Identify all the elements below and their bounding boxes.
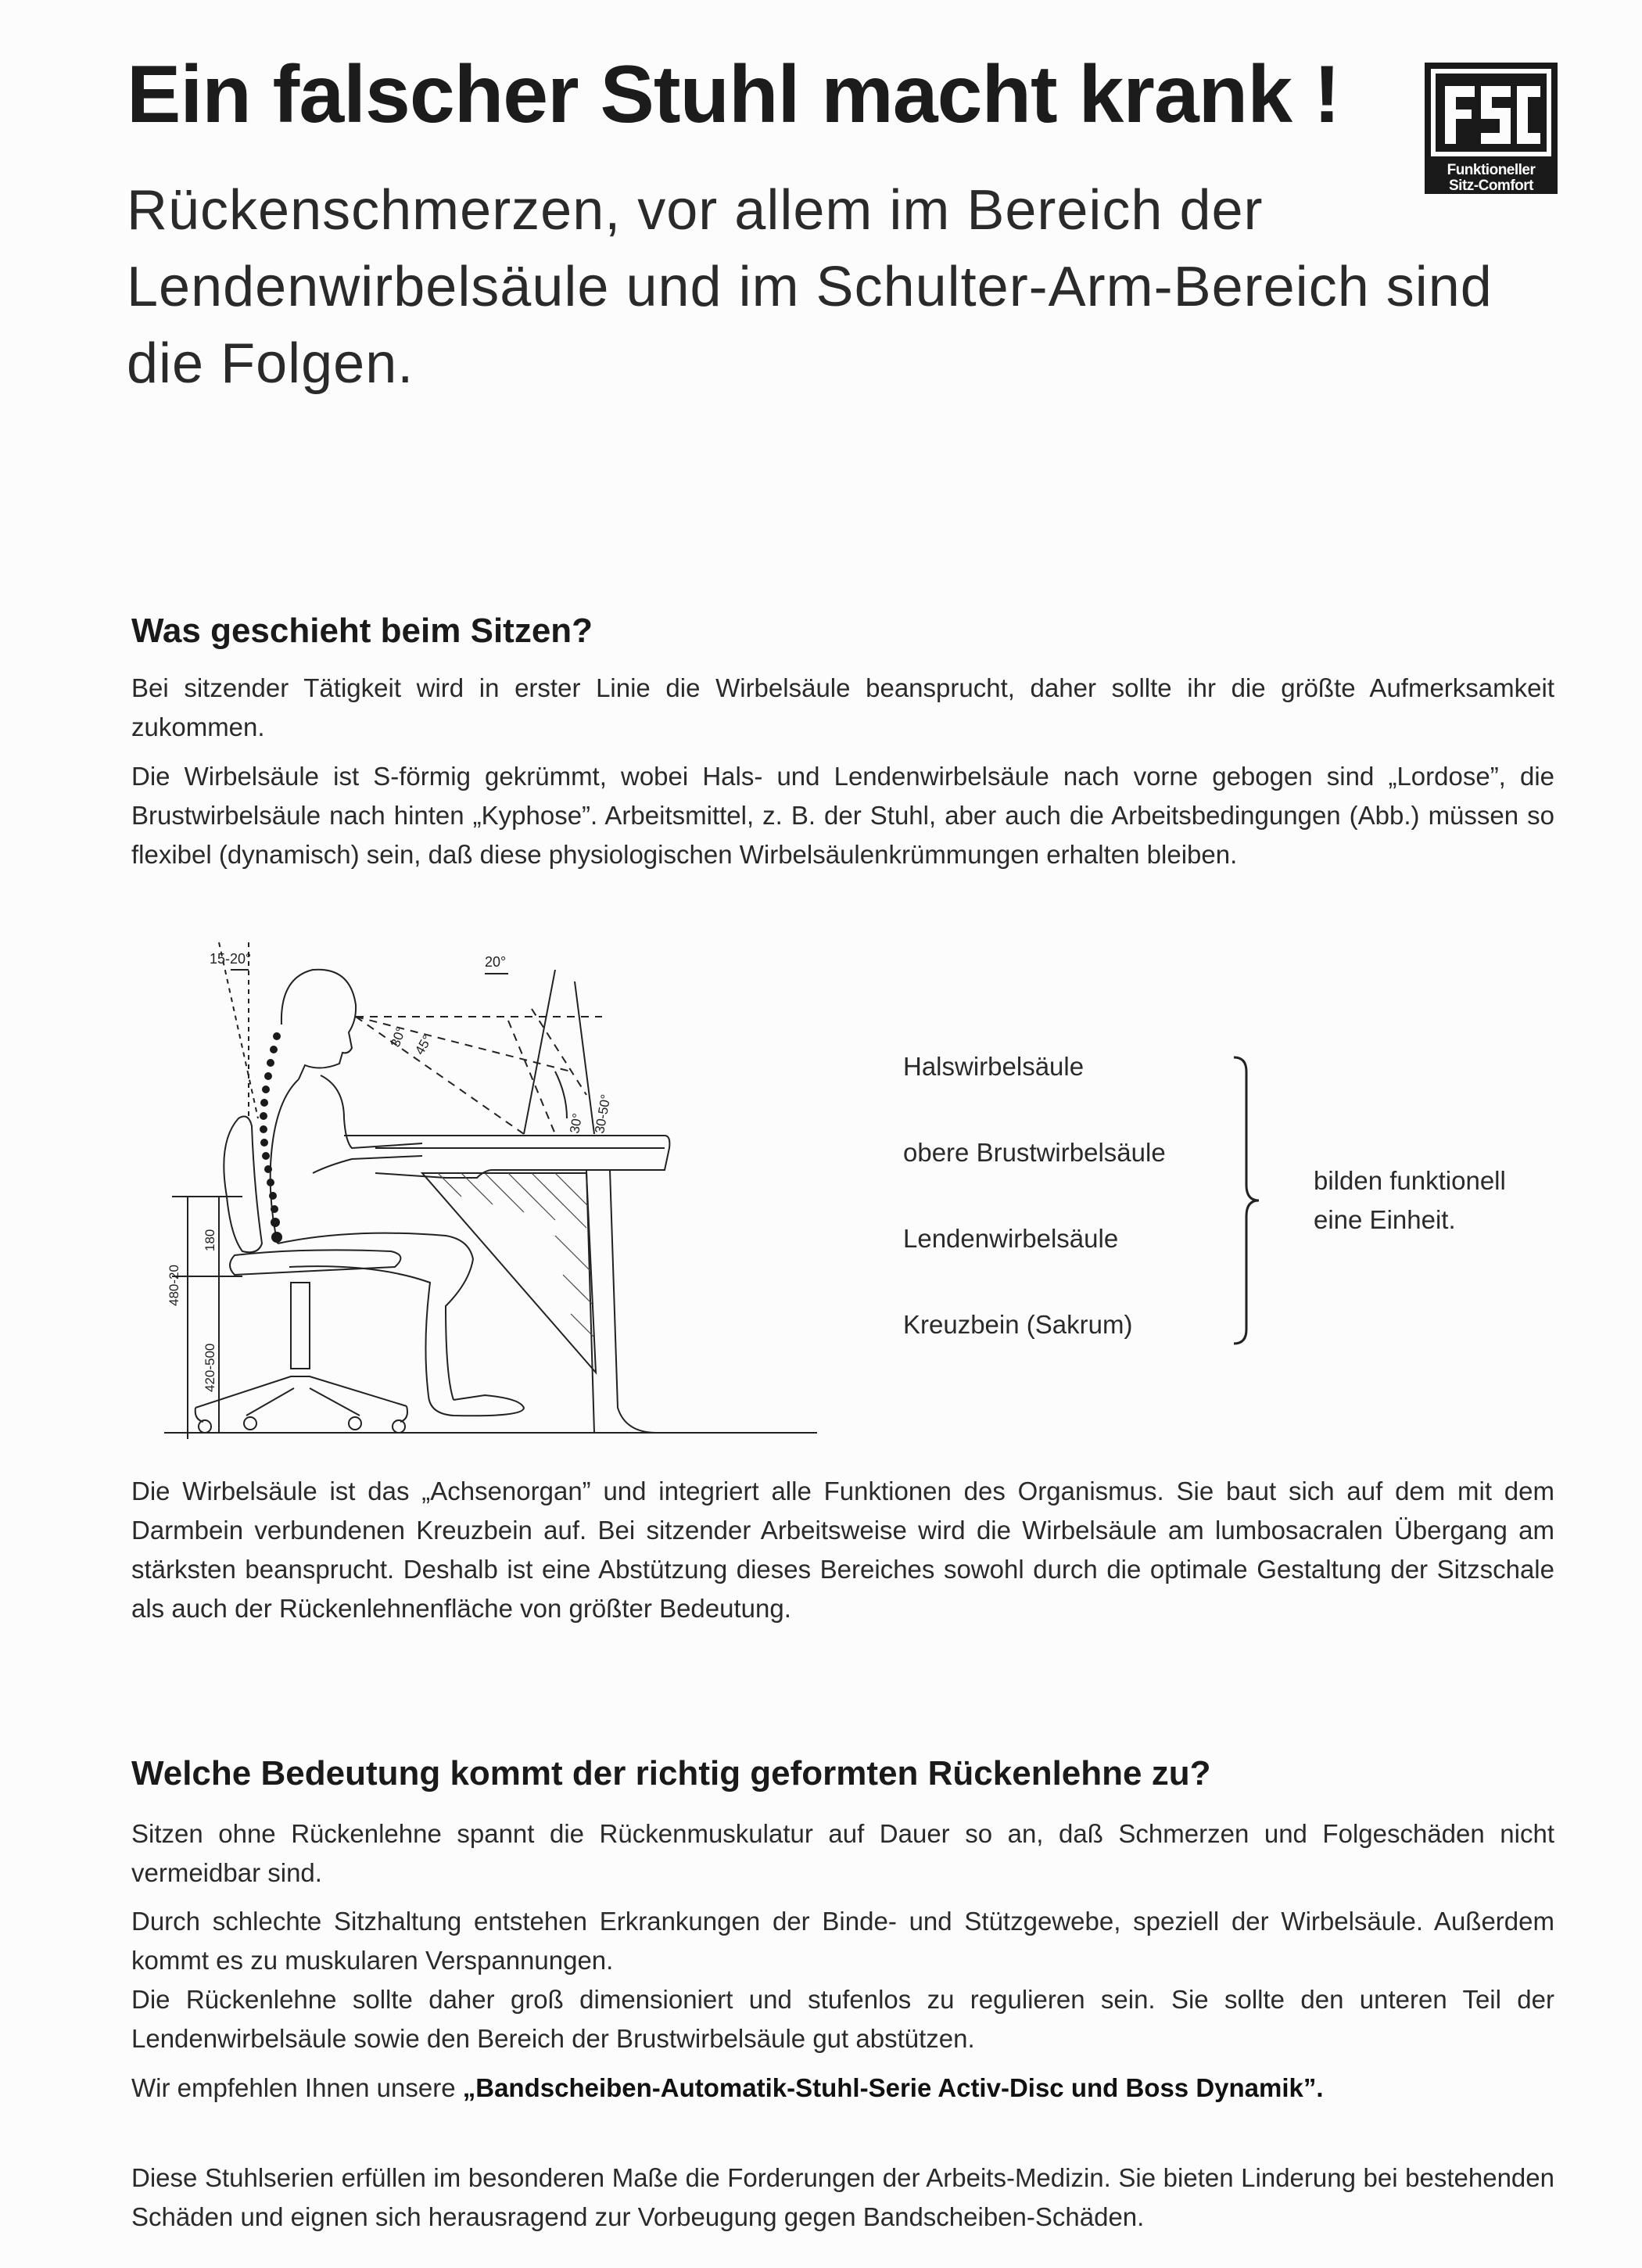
angle-label-view-1: 30-50°: [592, 1093, 614, 1135]
paragraph-recommendation: [131, 2069, 1554, 2108]
paragraph-backrest-2b: Die Rückenlehne sollte daher groß dimensioniert und stufenlos zu regulieren sein. Sie sollte den unteren Teil der Lendenwirbelsäule sowie den Bereich der Brustwirbelsäule gut abstützen.: [131, 1985, 1554, 2053]
recommendation-product: „Bandscheiben-Automatik-Stuhl-Serie Activ-Disc und Boss Dynamik”.: [462, 2073, 1324, 2102]
section-heading-backrest: Welche Bedeutung kommt der richtig geformten Rückenlehne zu?: [131, 1754, 1211, 1793]
fsc-logo-graphic: [1425, 63, 1558, 163]
spine-label-lumbar: Lendenwirbelsäule: [903, 1224, 1119, 1253]
paragraph-sitting-3: Die Wirbelsäule ist das „Achsenorgan” und integriert alle Funktionen des Organismus. Sie baut sich auf dem mit dem Darmbein verbundenen Kreuzbein auf. Bei sitzender Arbeitsweise wird die Wirbelsäule am lumbosacralen Übergang am stärksten beansprucht. Deshalb ist eine Abstützung dieses Bereiches sowohl durch die optimale Gestaltung der Sitzschale als auch der Rückenlehnenfläche von größter Bedeutung.: [131, 1477, 1554, 1623]
angle-label-eye-2: 45°: [412, 1032, 436, 1057]
logo-line-2: Sitz-Comfort: [1449, 178, 1533, 194]
paragraph-backrest-2a: Durch schlechte Sitzhaltung entstehen Erkrankungen der Binde- und Stützgewebe, speziell der Wirbelsäule. Außerdem kommt es zu muskularen Verspannungen.: [131, 1907, 1554, 1975]
paragraph-sitting-2: Die Wirbelsäule ist S-förmig gekrümmt, wobei Hals- und Lendenwirbelsäule nach vorne gebogen sind „Lordose”, die Brustwirbelsäule nach hinten „Kyphose”. Arbeitsmittel, z. B. der Stuhl, aber auch die Arbeitsbedingungen (Abb.) müssen so flexibel (dynamisch) sein, daß diese physiologischen Wirbelsäulenkrümmungen erhalten bleiben.: [131, 762, 1554, 869]
unit-note-line-2: eine Einheit.: [1314, 1205, 1456, 1234]
paragraph-backrest-1: Sitzen ohne Rückenlehne spannt die Rückenmuskulatur auf Dauer so an, daß Schmerzen und Folgeschäden nicht vermeidbar sind.: [131, 1819, 1554, 1887]
spine-label-sacrum: Kreuzbein (Sakrum): [903, 1310, 1133, 1339]
curly-brace: [1228, 1056, 1275, 1345]
angle-label-head: 15-20°: [210, 951, 252, 967]
angle-label-view-2: 30°: [567, 1112, 586, 1135]
dimension-label-seat: 420-500: [203, 1343, 217, 1392]
page-subtitle: Rückenschmerzen, vor allem im Bereich der Lendenwirbelsäule und im Schulter-Arm-Bereich sind die Folgen.: [127, 179, 1493, 395]
recommendation-prefix: Wir empfehlen Ihnen unsere: [131, 2073, 463, 2102]
angle-label-eye-1: 30°: [387, 1025, 409, 1050]
paragraph-backrest-4: Diese Stuhlserien erfüllen im besonderen Maße die Forderungen der Arbeits-Medizin. Sie bieten Linderung bei bestehenden Schäden und eignen sich herausragend zur Vorbeugung gegen Bandscheiben-Schäden.: [131, 2163, 1554, 2231]
dimension-label-back: 180: [203, 1229, 217, 1251]
spine-unit-note: [1314, 1161, 1506, 1240]
ergonomic-sitting-illustration: [117, 938, 821, 1439]
spine-label-cervical: Halswirbelsäule: [903, 1052, 1085, 1081]
page-title: Ein falscher Stuhl macht krank !: [127, 49, 1340, 140]
fsc-logo-text: [1425, 163, 1558, 194]
logo-line-1: Funktioneller: [1447, 162, 1536, 178]
spine-label-upper-thoracic: obere Brustwirbelsäule: [903, 1138, 1166, 1167]
section-heading-sitting: Was geschieht beim Sitzen?: [131, 612, 593, 650]
angle-label-screen: 20°: [485, 954, 507, 970]
sitting-posture-drawing: [117, 938, 821, 1439]
fsc-logo: [1425, 63, 1558, 194]
unit-note-line-1: bilden funktionell: [1314, 1166, 1506, 1195]
dimension-label-total: 480-20: [167, 1265, 181, 1306]
paragraph-sitting-1: Bei sitzender Tätigkeit wird in erster Linie die Wirbelsäule beansprucht, daher sollte ihr die größte Aufmerksamkeit zukommen.: [131, 673, 1554, 741]
spine-vertebrae: [260, 1032, 282, 1243]
